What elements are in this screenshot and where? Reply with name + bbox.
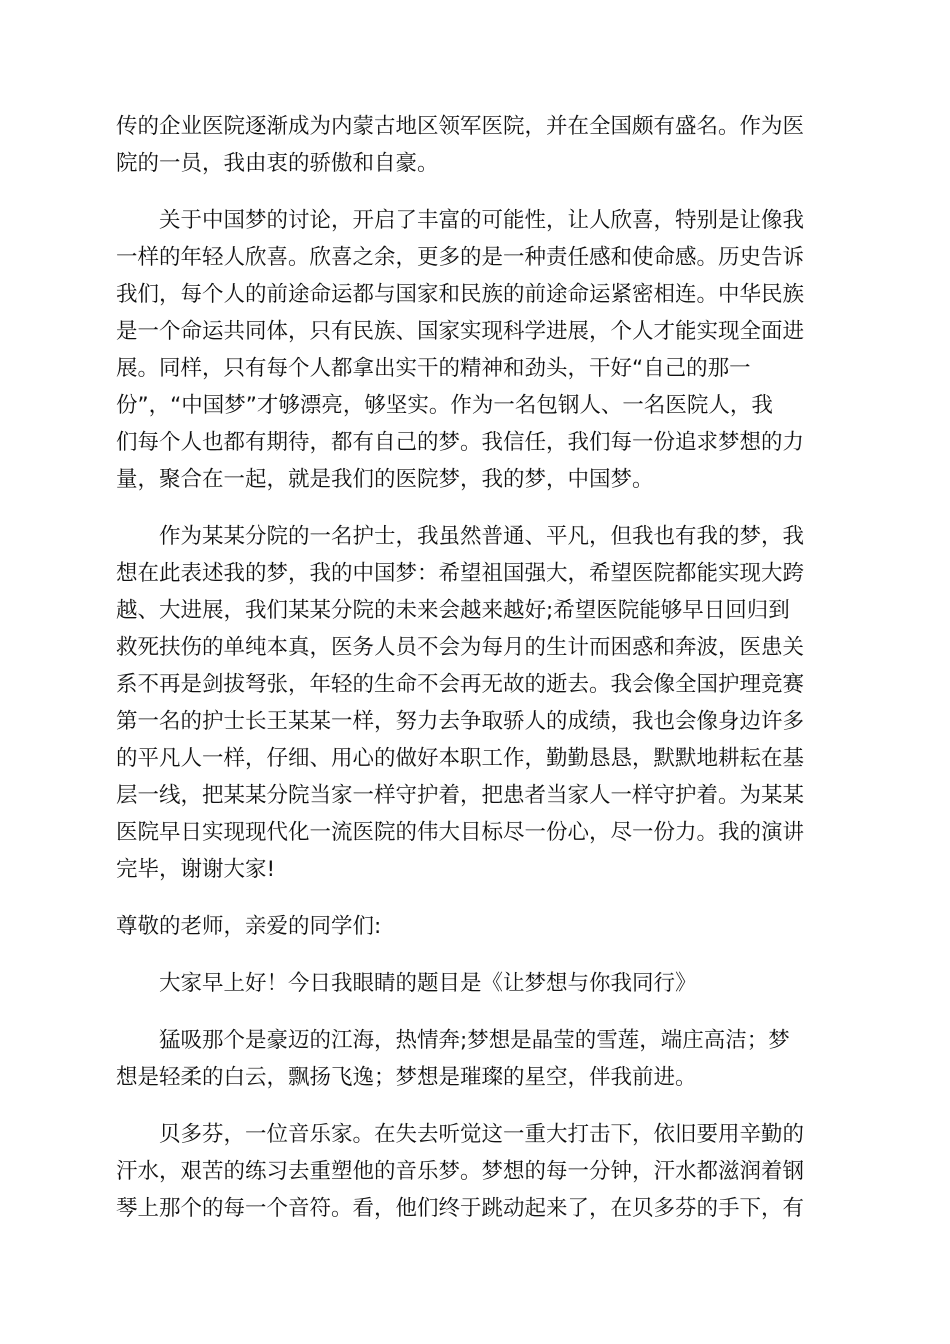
text-line: 们每个人也都有期待，都有自己的梦。我信任，我们每一份追求梦想的力	[116, 430, 805, 455]
paragraph-7	[116, 1116, 834, 1227]
text-line: 汗水，艰苦的练习去重塑他的音乐梦。梦想的每一分钟，汗水都滋润着钢	[116, 1159, 805, 1184]
text-line: 份”，“中国梦”才够漂亮，够坚实。作为一名包钢人、一名医院人，我	[116, 393, 773, 418]
paragraph-gap	[116, 1002, 834, 1022]
text-line: 想是轻柔的白云，飘扬飞逸；梦想是璀璨的星空，伴我前进。	[116, 1065, 697, 1090]
text-line: 越、大进展，我们某某分院的未来会越来越好;希望医院能够早日回归到	[116, 598, 790, 623]
text-line: 是一个命运共同体，只有民族、国家实现科学进展，个人才能实现全面进	[116, 319, 805, 344]
text-line: 第一名的护士长王某某一样，努力去争取骄人的成绩，我也会像身边许多	[116, 709, 805, 734]
text-line: 院的一员，我由衷的骄傲和自豪。	[116, 151, 439, 176]
text-line: 的平凡人一样，仔细、用心的做好本职工作，勤勤恳恳，默默地耕耘在基	[116, 746, 805, 771]
paragraph-1	[116, 108, 834, 182]
text-line: 大家早上好！今日我眼睛的题目是《让梦想与你我同行》	[159, 971, 697, 996]
paragraph-3	[116, 518, 834, 888]
paragraph-gap	[116, 182, 834, 202]
paragraph-gap	[116, 498, 834, 518]
text-line: 作为某某分院的一名护士，我虽然普通、平凡，但我也有我的梦，我	[159, 524, 805, 549]
text-line: 想在此表述我的梦，我的中国梦：希望祖国强大，希望医院都能实现大跨	[116, 561, 805, 586]
text-line: 猛吸那个是豪迈的江海，热情奔;梦想是晶莹的雪莲，端庄高洁；梦	[159, 1028, 790, 1053]
paragraph-6	[116, 1022, 834, 1096]
text-line: 层一线，把某某分院当家一样守护着，把患者当家人一样守护着。为某某	[116, 783, 805, 808]
text-line: 传的企业医院逐渐成为内蒙古地区领军医院，并在全国颇有盛名。作为医	[116, 114, 805, 139]
text-line: 关于中国梦的讨论，开启了丰富的可能性，让人欣喜，特别是让像我	[159, 208, 805, 233]
text-line: 一样的年轻人欣喜。欣喜之余，更多的是一种责任感和使命感。历史告诉	[116, 245, 805, 270]
document-body	[116, 108, 834, 1227]
paragraph-5	[116, 965, 834, 1002]
text-line: 系不再是剑拔弩张，年轻的生命不会再无故的逝去。我会像全国护理竞赛	[116, 672, 805, 697]
text-line: 完毕，谢谢大家!	[116, 857, 276, 882]
text-line: 琴上那个的每一个音符。看，他们终于跳动起来了，在贝多芬的手下，有	[116, 1196, 805, 1221]
text-line: 救死扶伤的单纯本真，医务人员不会为每月的生计而困惑和奔波，医患关	[116, 635, 805, 660]
text-line: 贝多芬，一位音乐家。在失去听觉这一重大打击下，依旧要用辛勤的	[159, 1122, 805, 1147]
salutation	[116, 908, 834, 945]
text-line: 尊敬的老师，亲爱的同学们:	[116, 914, 382, 939]
text-line: 展。同样，只有每个人都拿出实干的精神和劲头，干好“自己的那一	[116, 356, 751, 381]
paragraph-gap	[116, 1096, 834, 1116]
text-line: 医院早日实现现代化一流医院的伟大目标尽一份心，尽一份力。我的演讲	[116, 820, 805, 845]
text-line: 量，聚合在一起，就是我们的医院梦，我的梦，中国梦。	[116, 467, 654, 492]
paragraph-gap	[116, 888, 834, 908]
paragraph-2	[116, 202, 834, 498]
text-line: 我们，每个人的前途命运都与国家和民族的前途命运紧密相连。中华民族	[116, 282, 805, 307]
paragraph-gap	[116, 945, 834, 965]
